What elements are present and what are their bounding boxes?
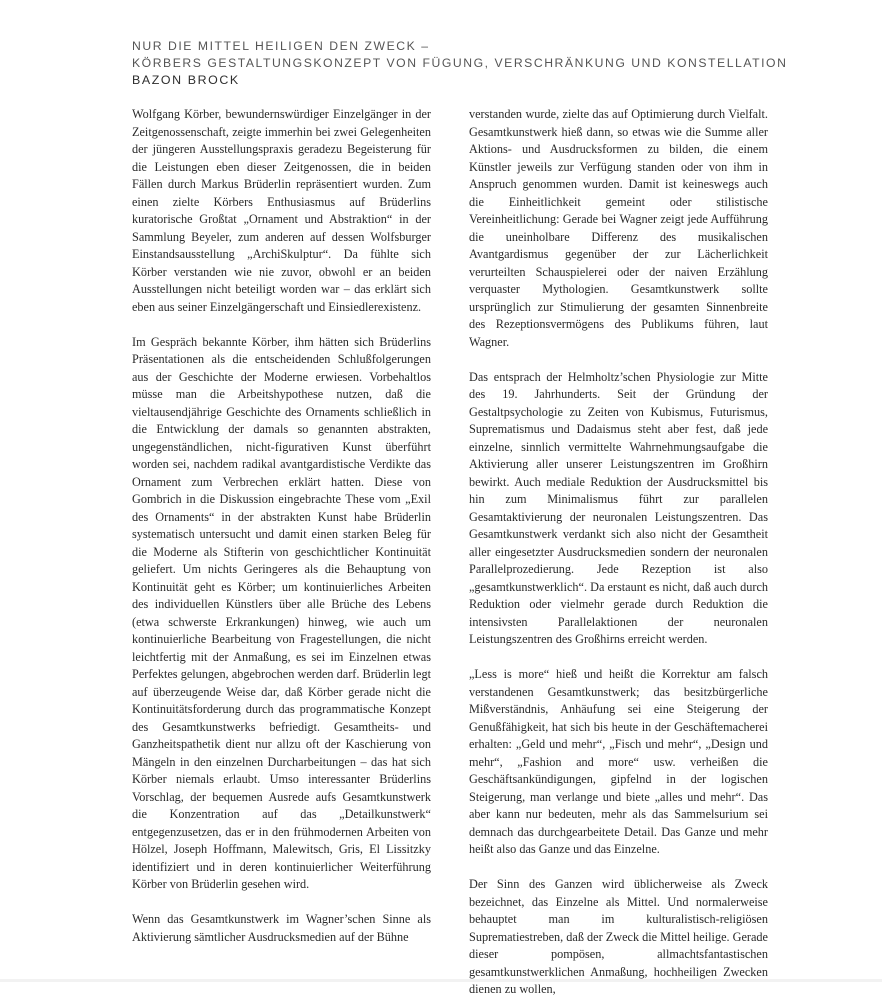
author-name: BAZON BROCK xyxy=(132,73,240,87)
paragraph: Wenn das Gesamtkunstwerk im Wagner’schen Sinne als Aktivierung sämtlicher Ausdrucksmedien auf der Bühne xyxy=(132,912,431,944)
title-line-2: KÖRBERS GESTALTUNGSKONZEPT VON FÜGUNG, VERSCHRÄNKUNG UND KONSTELLATION xyxy=(132,56,788,70)
left-column xyxy=(132,106,431,946)
paragraph: Das entsprach der Helmholtz’schen Physiologie zur Mitte des 19. Jahrhunderts. Seit der Gründung der Gestaltpsychologie zu Zeiten von Kubismus, Futurismus, Suprematismus und Dadaismus steht aber fest, daß jede einzelne, sinnlich vermittelte Wahrnehmungsaufgabe die Aktivierung aller unserer Leistungszentren im Großhirn bewirkt. Auch mediale Reduktion der Ausdrucksmittel bis hin zum Minimalismus führt zur parallelen Gesamtaktivierung der neuronalen Leistungszentren. Das Gesamtkunstwerk verdankt sich also nicht der Gesamtheit aller eingesetzter Ausdrucksmedien sondern der neuronalen Parallelprozedierung. Jede Rezeption ist also „gesamtkunstwerklich“. Da erstaunt es nicht, daß auch durch Reduktion oder vielmehr gerade durch Reduktion die intensivsten Parallelaktionen der neuronalen Leistungszentren des Großhirns erreicht werden. xyxy=(469,369,769,646)
paragraph: Wolfgang Körber, bewundernswürdiger Einzelgänger in der Zeitgenossenschaft, zeigte immerhin bei zwei Gelegenheiten der jüngeren Ausstellungspraxis geradezu Begeisterung für die Leistungen eben dieser Zeitgenossen, die in beiden Fällen durch Markus Brüderlin repräsentiert wurden. Zum einen zielte Körbers Enthusiasmus auf Brüderlins kuratorische Großtat „Ornament und Abstraktion“ in der Sammlung Beyeler, zum anderen auf dessen Wolfsburger Einstandsausstellung „ArchiSkulptur“. Da fühlte sich Körber verstanden wie nie zuvor, obwohl er an beiden Ausstellungen nicht beteiligt worden war – das erklärt sich eben aus seiner Einzelgängerschaft und Einsiedlerexistenz. xyxy=(132,107,431,314)
title-line-1: NUR DIE MITTEL HEILIGEN DEN ZWECK – xyxy=(132,39,430,53)
page-header xyxy=(132,38,788,89)
paragraph: Der Sinn des Ganzen wird üblicherweise als Zweck bezeichnet, das Einzelne als Mittel. Und normalerweise behauptet man im kulturalistisch-religiösen Suprematiestreben, daß der Zweck die Mittel heilige. Gerade dieser pompösen, allmachtsfantastischen gesamtkunstwerklichen Anmaßung, hochheiligen Zwecken dienen zu wollen, xyxy=(469,877,768,996)
paragraph: „Less is more“ hieß und heißt die Korrektur am falsch verstandenen Gesamtkunstwerk; das besitzbürgerliche Mißverständnis, Anhäufung sei eine Steigerung der Genußfähigkeit, hat sich bis heute in der Geschäftemacherei erhalten: „Geld und mehr“, „Fisch und mehr“, „Design und mehr“, „Fashion and more“ usw. verheißen die Geschäftsankündigungen, gipfelnd in der logischen Steigerung, man verlange und biete „alles und mehr“. Das aber kann nur bedeuten, mehr als das Sammelsurium sei demnach das durchgearbeitete Detail. Das Ganze und mehr heißt also das Ganze und das Einzelne. xyxy=(469,667,768,856)
right-column xyxy=(469,106,768,999)
paragraph: Im Gespräch bekannte Körber, ihm hätten sich Brüderlins Präsentationen als die entscheidenden Schlußfolgerungen aus der Geschichte der Moderne erwiesen. Vorbehaltlos müsse man die Arbeitshypothese nutzen, daß die vieltausendjährige Geschichte des Ornaments schließlich in die Entwicklung der damals so genannten abstrakten, ungegenständlichen, nicht-figurativen Kunst überführt worden sei, nachdem radikal avantgardistische Verdikte das Ornament zum Verbrechen erklärt hatten. Diese von Gombrich in die Diskussion eingebrachte These vom „Exil des Ornaments“ in der abstrakten Kunst habe Brüderlin systematisch untersucht und damit einen starken Beleg für die Moderne als Stifterin von geschichtlicher Kontinuität geliefert. Um nichts Geringeres als die Behauptung von Kontinuität geht es Körber; um kontinuierliches Arbeiten des individuellen Künstlers über alle Brüche des Lebens (etwa schwerste Erkrankungen) hinweg, wie auch um kontinuierliche Bearbeitung von Fragestellungen, die nicht leichtfertig mit der Anmaßung, es sei im Einzelnen etwas Perfektes gelungen, abgebrochen werden darf. Brüderlin legt auf überzeugende Weise dar, daß Körber gerade nicht die Kontinuitätsforderung durch das programmatische Konzept des Gesamtkunstwerks befriedigt. Gesamtheits- und Ganzheitspathetik dient nur allzu oft der Kaschierung von Mängeln in den einzelnen Durcharbeitungen – das hat sich Körber niemals erlaubt. Umso interessanter Brüderlins Vorschlag, der bequemen Ausrede aufs Gesamtkunstwerk die Konzentration auf das „Detailkunstwerk“ entgegenzusetzen, das er in den frühmodernen Arbeiten von Hölzel, Joseph Hoffmann, Malewitsch, Gris, El Lissitzky identifiziert und in deren kontinuierlicher Weiterführung Körber von Brüderlin gesehen wird. xyxy=(132,334,431,891)
paragraph: verstanden wurde, zielte das auf Optimierung durch Vielfalt. Gesamtkunstwerk hieß dann, so etwas wie die Summe aller Aktions- und Ausdrucksformen zu bilden, die einem Künstler jeweils zur Verfügung standen oder von ihm in Anspruch genommen wurden. Damit ist keineswegs auch die Einheitlichkeit gemeint oder stilistische Vereinheitlichung: Gerade bei Wagner zeigt jede Aufführung die uneinholbare Differenz des musikalischen Avantgardismus gegenüber der zur Lächerlichkeit verurteilten Schauspielerei oder der naiven Erzählung verquaster Mythologien. Gesamtkunstwerk sollte ursprünglich zur Stimulierung der gesamten Sinnenbreite des Rezeptionsvermögens des Publikums führen, laut Wagner. xyxy=(469,107,768,349)
